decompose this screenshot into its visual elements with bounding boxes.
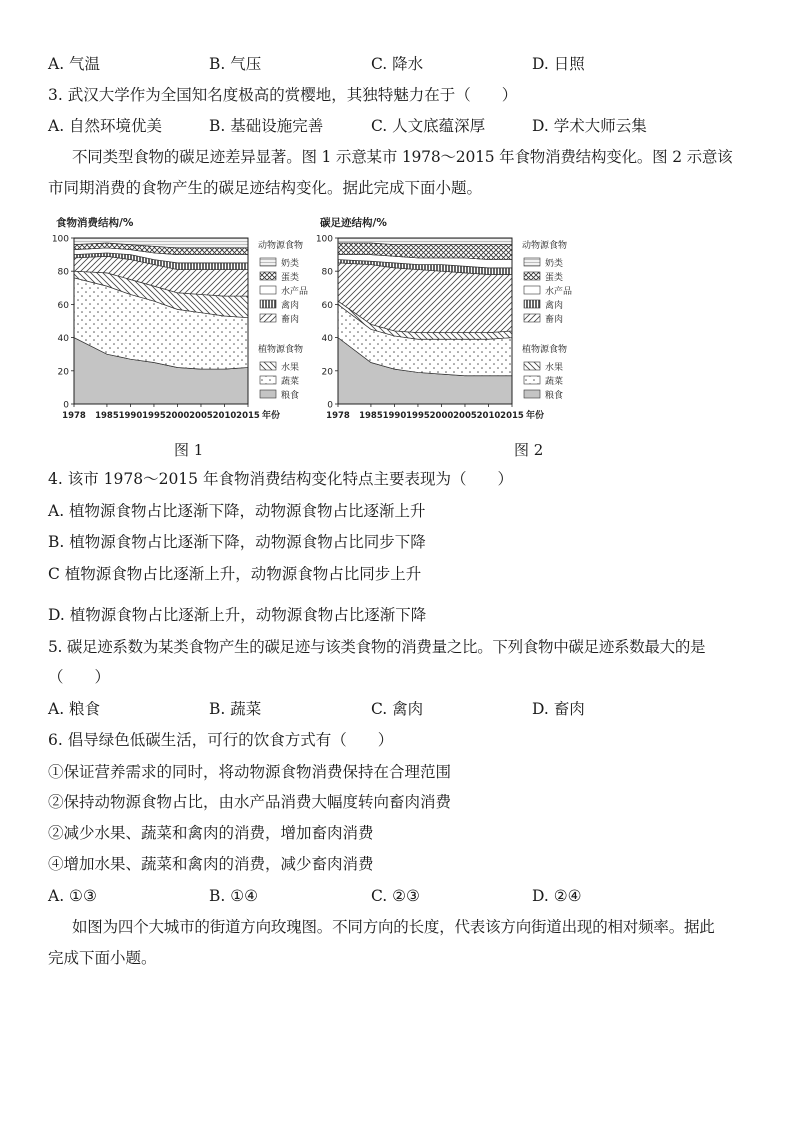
fig2-legend-swatch-4 (524, 314, 540, 322)
fig2-ytick-label-4: 80 (321, 267, 333, 278)
fig2-xtick-label-7: 2015 (500, 411, 524, 421)
fig1-ytick-label-2: 40 (57, 334, 69, 345)
fig1-ytick-label-1: 20 (57, 367, 69, 378)
q6-item-4: ④增加水果、蔬菜和禽肉的消费，减少畜肉消费 (48, 855, 374, 873)
q6-item-1: ①保证营养需求的同时，将动物源食物消费保持在合理范围 (48, 763, 452, 781)
fig2-legend-label-4: 畜肉 (545, 315, 564, 325)
fig2-legend-swatch-2 (524, 286, 540, 294)
fig1-legend-animal-title: 动物源食物 (258, 241, 304, 251)
figure-1 (52, 210, 314, 432)
fig1-legend-label-0: 奶类 (281, 259, 300, 269)
fig1-xtick-label-3: 1995 (142, 411, 166, 421)
q4-stem: 4. 该市 1978～2015 年食物消费结构变化特点主要表现为（ ） (48, 470, 513, 488)
fig2-ytick-label-5: 100 (316, 234, 333, 245)
fig2-ytick-label-2: 40 (321, 334, 333, 345)
fig2-xtick-label-3: 1995 (406, 411, 430, 421)
q5-stem: 5. 碳足迹系数为某类食物产生的碳足迹与该类食物的消费量之比。下列食物中碳足迹系数最大的是 (48, 638, 706, 656)
fig1-legend-label-7: 粮食 (281, 391, 300, 401)
intro1-line1: 不同类型食物的碳足迹差异显著。图 1 示意某市 1978～2015 年食物消费结构变化。图 2 示意该 (72, 148, 733, 166)
fig1-xtick-label-6: 2010 (212, 411, 237, 421)
q3-option-d: D. 学术大师云集 (532, 117, 647, 135)
fig2-xtick-label-0: 1978 (326, 411, 350, 421)
fig1-legend-swatch-6 (260, 376, 276, 384)
fig2-legend-label-7: 粮食 (545, 391, 564, 401)
fig2-legend-label-1: 蛋类 (545, 273, 564, 283)
fig1-legend-plant-title: 植物源食物 (258, 345, 304, 355)
fig1-legend-swatch-1 (260, 272, 276, 280)
fig1-legend-swatch-2 (260, 286, 276, 294)
fig1-xtick-label-1: 1985 (95, 411, 119, 421)
fig1-xlabel: 年份 (262, 411, 281, 421)
q2-option-d: D. 日照 (532, 55, 585, 73)
fig2-ytick-label-0: 0 (327, 400, 333, 411)
figure-2 (316, 210, 591, 432)
fig1-legend-swatch-5 (260, 362, 276, 370)
fig1-legend-label-3: 禽肉 (281, 301, 300, 311)
q6-option-d: D. ②④ (532, 887, 582, 905)
q6-option-c: C. ②③ (371, 887, 420, 905)
q3-option-a: A. 自然环境优美 (48, 117, 163, 135)
q6-item-2: ②保持动物源食物占比，由水产品消费大幅度转向畜肉消费 (48, 793, 452, 811)
q6-stem: 6. 倡导绿色低碳生活，可行的饮食方式有（ ） (48, 731, 394, 749)
fig1-legend-label-1: 蛋类 (281, 273, 300, 283)
fig2-legend-label-3: 禽肉 (545, 301, 564, 311)
fig2-xtick-label-2: 1990 (382, 411, 407, 421)
fig1-ytick-label-0: 0 (63, 400, 69, 411)
fig2-legend-swatch-5 (524, 362, 540, 370)
intro2-line2: 完成下面小题。 (48, 949, 157, 967)
q2-option-c: C. 降水 (371, 55, 424, 73)
q5-option-a: A. 粮食 (48, 700, 101, 718)
fig2-xlabel: 年份 (526, 411, 545, 421)
fig2-legend-swatch-0 (524, 258, 540, 266)
fig2-legend-swatch-3 (524, 300, 540, 308)
fig2-xtick-label-6: 2010 (476, 411, 501, 421)
figure-2-chart (316, 210, 591, 428)
fig2-legend-animal-title: 动物源食物 (522, 241, 568, 251)
figure-1-chart (52, 210, 314, 428)
q5-stem-blank: （ ） (48, 668, 111, 686)
fig2-legend-swatch-1 (524, 272, 540, 280)
q3-option-c: C. 人文底蕴深厚 (371, 117, 486, 135)
fig2-legend-plant-title: 植物源食物 (522, 345, 568, 355)
fig2-legend-label-5: 水果 (545, 363, 564, 373)
fig1-xtick-label-2: 1990 (118, 411, 143, 421)
q4-option-d: D. 植物源食物占比逐渐上升，动物源食物占比逐渐下降 (48, 606, 427, 624)
q5-option-d: D. 畜肉 (532, 700, 585, 718)
intro2-line1: 如图为四个大城市的街道方向玫瑰图。不同方向的长度，代表该方向街道出现的相对频率。据此 (72, 918, 715, 936)
fig2-xtick-label-1: 1985 (359, 411, 383, 421)
q6-option-b: B. ①④ (209, 887, 259, 905)
q2-option-b: B. 气压 (209, 55, 262, 73)
fig2-legend-swatch-7 (524, 390, 540, 398)
fig1-legend-swatch-4 (260, 314, 276, 322)
q2-option-a: A. 气温 (48, 55, 101, 73)
fig1-xtick-label-5: 2005 (189, 411, 213, 421)
fig1-legend-swatch-3 (260, 300, 276, 308)
fig2-xtick-label-5: 2005 (453, 411, 477, 421)
figure-2-caption: 图 2 (514, 441, 544, 459)
fig1-legend-swatch-7 (260, 390, 276, 398)
fig1-legend-swatch-0 (260, 258, 276, 266)
q3-stem: 3. 武汉大学作为全国知名度极高的赏樱地，其独特魅力在于（ ） (48, 86, 518, 104)
fig2-ytick-label-3: 60 (321, 300, 333, 311)
fig1-title: 食物消费结构/% (56, 217, 134, 229)
figure-1-caption: 图 1 (174, 441, 204, 459)
fig2-legend-label-2: 水产品 (545, 287, 573, 297)
fig2-legend-label-0: 奶类 (545, 259, 564, 269)
fig1-legend-label-6: 蔬菜 (281, 377, 300, 387)
fig1-xtick-label-4: 2000 (165, 411, 190, 421)
fig2-title: 碳足迹结构/% (320, 217, 387, 229)
fig2-xtick-label-4: 2000 (429, 411, 454, 421)
fig1-legend-label-2: 水产品 (281, 287, 309, 297)
fig1-ytick-label-5: 100 (52, 234, 69, 245)
q4-option-a: A. 植物源食物占比逐渐下降，动物源食物占比逐渐上升 (48, 502, 426, 520)
intro1-line2: 市同期消费的食物产生的碳足迹结构变化。据此完成下面小题。 (48, 179, 483, 197)
fig2-legend-label-6: 蔬菜 (545, 377, 564, 387)
q4-option-b: B. 植物源食物占比逐渐下降，动物源食物占比同步下降 (48, 533, 426, 551)
q5-option-b: B. 蔬菜 (209, 700, 262, 718)
q6-item-3: ②减少水果、蔬菜和禽肉的消费，增加畜肉消费 (48, 824, 374, 842)
q3-option-b: B. 基础设施完善 (209, 117, 324, 135)
fig1-ytick-label-4: 80 (57, 267, 69, 278)
q5-option-c: C. 禽肉 (371, 700, 424, 718)
q6-option-a: A. ①③ (48, 887, 97, 905)
fig1-legend-label-4: 畜肉 (281, 315, 300, 325)
fig1-legend-label-5: 水果 (281, 363, 300, 373)
fig1-xtick-label-7: 2015 (236, 411, 260, 421)
fig2-legend-swatch-6 (524, 376, 540, 384)
fig1-xtick-label-0: 1978 (62, 411, 86, 421)
q4-option-c: C 植物源食物占比逐渐上升，动物源食物占比同步上升 (48, 565, 422, 583)
fig1-ytick-label-3: 60 (57, 300, 69, 311)
fig2-ytick-label-1: 20 (321, 367, 333, 378)
